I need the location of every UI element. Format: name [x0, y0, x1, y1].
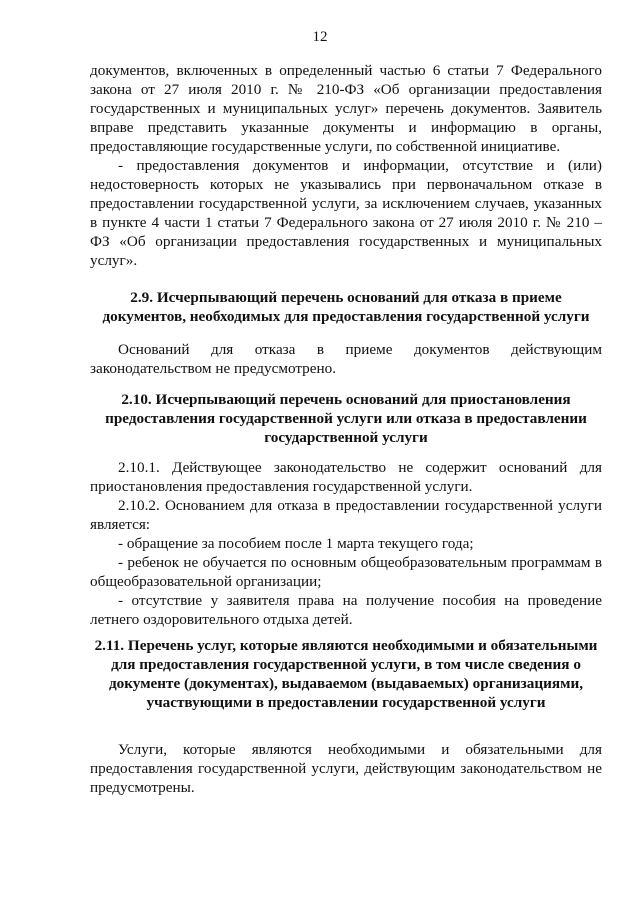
section-2-10-list-item-1: - обращение за пособием после 1 марта текущего года;	[118, 535, 474, 552]
section-2-9-text: Оснований для отказа в приеме документов действующим законодательством не предусмотрено.	[90, 341, 602, 377]
section-2-9-heading: 2.9. Исчерпывающий перечень оснований для отказа в приеме документов, необходимых для предоставления государственной услуги	[102, 289, 590, 325]
page-number: 12	[312, 29, 328, 45]
section-2-10-list-item-2: - ребенок не обучается по основным общеобразовательным программам в общеобразовательной организации;	[90, 554, 602, 590]
section-2-10-list-item-3: - отсутствие у заявителя права на получение пособия на проведение летнего оздоровительного отдыха детей.	[90, 592, 602, 628]
section-2-10-paragraph-2: 2.10.2. Основанием для отказа в предоставлении государственной услуги является:	[90, 497, 602, 533]
section-2-10-text-block	[90, 458, 602, 629]
section-2-11-heading: 2.11. Перечень услуг, которые являются необходимыми и обязательными для предоставления государственной услуги, в том числе сведения о документе (документах), выдаваемом (выдаваемых) организациями, участвующими в предоставлении государственной услуги	[94, 637, 598, 711]
section-2-11-text: Услуги, которые являются необходимыми и обязательными для предоставления государственной услуги, действующим законодательством не предусмотрены.	[90, 741, 602, 796]
section-2-10-paragraph-1: 2.10.1. Действующее законодательство не содержит оснований для приостановления предоставления государственной услуги.	[90, 459, 602, 495]
section-2-9-text-block	[90, 340, 602, 378]
intro-paragraph-2: - предоставления документов и информации, отсутствие и (или) недостоверность которых не указывались при первоначальном отказе в предоставлении государственной услуги, за исключением случаев, указанных в пункте 4 части 1 статьи 7 Федерального закона от 27 июля 2010 г. № 210 – ФЗ «Об организации предоставления государственных и муниципальных услуг».	[90, 157, 602, 269]
section-2-10-heading: 2.10. Исчерпывающий перечень оснований для приостановления предоставления государственной услуги или отказа в предоставлении государственной услуги	[105, 391, 587, 446]
intro-paragraph-1: документов, включенных в определенный частью 6 статьи 7 Федерального закона от 27 июля 2010 г. № 210-ФЗ «Об организации предоставления государственных и муниципальных услуг» перечень документов. Заявитель вправе представить указанные документы и информацию в органы, предоставляющие государственные услуги, по собственной инициативе.	[90, 62, 602, 155]
section-2-11-text-block	[90, 740, 602, 797]
intro-block	[90, 61, 602, 270]
